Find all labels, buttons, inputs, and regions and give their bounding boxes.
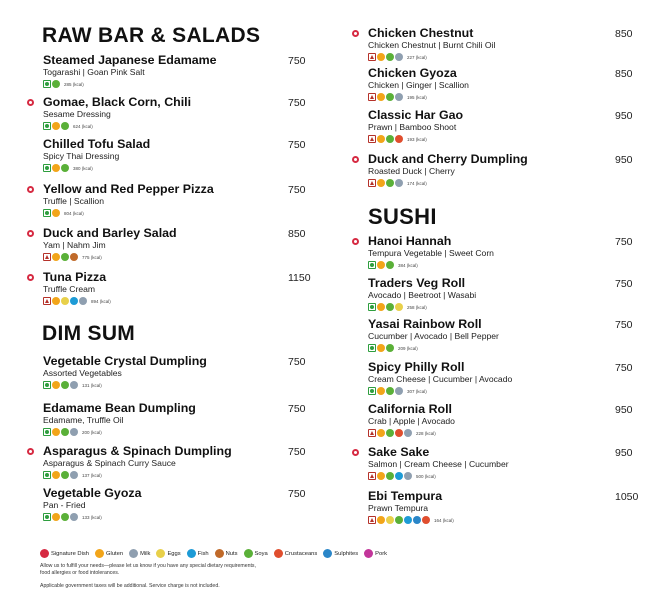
vegetarian-icon <box>368 303 376 311</box>
legend-item-sulph <box>323 549 358 558</box>
soya-icon <box>61 471 69 479</box>
calorie-count: 894 (kcal) <box>91 298 111 304</box>
soya-icon <box>61 253 69 261</box>
gluten-icon <box>52 513 60 521</box>
soya-icon <box>395 516 403 524</box>
vegetarian-icon <box>43 381 51 389</box>
gluten-icon <box>52 471 60 479</box>
calorie-count: 380 (kcal) <box>73 165 93 171</box>
item-price: 750 <box>288 403 306 415</box>
fish-icon <box>395 472 403 480</box>
soya-icon <box>386 387 394 395</box>
item-name: Duck and Barley Salad <box>43 226 177 240</box>
gluten-icon <box>377 303 385 311</box>
legend-label: Milk <box>140 550 151 557</box>
signature-dish-icon <box>27 448 34 455</box>
item-description: Yam | Nahm Jim <box>43 240 106 250</box>
eggs-icon <box>61 297 69 305</box>
item-name: Steamed Japanese Edamame <box>43 53 217 67</box>
non-vegetarian-icon <box>368 179 376 187</box>
legend-item-eggs <box>156 549 180 558</box>
item-description: Cream Cheese | Cucumber | Avocado <box>368 374 513 384</box>
signature-dish-icon <box>352 156 359 163</box>
calorie-count: 384 (kcal) <box>398 262 418 268</box>
vegetarian-icon <box>43 513 51 521</box>
dietary-icons <box>368 178 650 188</box>
gluten-icon <box>377 179 385 187</box>
calorie-count: 500 (kcal) <box>416 473 436 479</box>
item-price: 950 <box>615 404 633 416</box>
gluten-icon <box>52 297 60 305</box>
menu-item <box>43 182 328 218</box>
gluten-icon <box>377 472 385 480</box>
dietary-icons <box>43 296 328 306</box>
dietary-icons <box>43 427 328 437</box>
milk-icon <box>404 429 412 437</box>
section-title: DIM SUM <box>42 322 136 345</box>
gluten-icon <box>377 516 385 524</box>
signature-dish-icon <box>40 549 49 558</box>
calorie-count: 164 (kcal) <box>434 517 454 523</box>
menu-item <box>43 401 328 437</box>
dietary-icons <box>368 343 650 353</box>
item-price: 750 <box>615 319 633 331</box>
milk-icon <box>70 513 78 521</box>
item-name: California Roll <box>368 402 452 416</box>
non-vegetarian-icon <box>368 135 376 143</box>
item-description: Prawn Tempura <box>368 503 429 513</box>
gluten-icon <box>52 428 60 436</box>
vegetarian-icon <box>43 80 51 88</box>
item-description: Truffle | Scallion <box>43 196 104 206</box>
menu-item <box>368 108 650 144</box>
gluten-icon <box>377 261 385 269</box>
item-description: Avocado | Beetroot | Wasabi <box>368 290 477 300</box>
calorie-count: 133 (kcal) <box>82 514 102 520</box>
item-description: Assorted Vegetables <box>43 368 122 378</box>
non-vegetarian-icon <box>368 429 376 437</box>
item-price: 750 <box>615 236 633 248</box>
calorie-count: 137 (kcal) <box>82 472 102 478</box>
soya-icon <box>61 381 69 389</box>
tax-note: Applicable government taxes will be additional. Service charge is not included. <box>40 583 220 589</box>
allergen-legend <box>40 549 387 558</box>
crustaceans-icon <box>422 516 430 524</box>
item-name: Gomae, Black Corn, Chili <box>43 95 192 109</box>
soya-icon <box>386 472 394 480</box>
vegetarian-icon <box>368 344 376 352</box>
signature-dish-icon <box>27 274 34 281</box>
gluten-icon <box>377 344 385 352</box>
legend-item-pork <box>364 549 387 558</box>
dietary-icons <box>368 302 650 312</box>
vegetarian-icon <box>43 471 51 479</box>
dietary-icons <box>43 512 328 522</box>
milk-icon <box>395 53 403 61</box>
crustaceans-icon <box>274 549 283 558</box>
signature-dish-icon <box>27 186 34 193</box>
vegetarian-icon <box>43 122 51 130</box>
crustaceans-icon <box>395 135 403 143</box>
eggs-icon <box>395 303 403 311</box>
legend-label: Soya <box>254 550 268 557</box>
non-vegetarian-icon <box>43 297 51 305</box>
pork-icon <box>364 549 373 558</box>
item-name: Duck and Cherry Dumpling <box>368 152 528 166</box>
vegetarian-icon <box>43 209 51 217</box>
gluten-icon <box>377 135 385 143</box>
soya-icon <box>386 135 394 143</box>
menu-item <box>43 270 328 306</box>
item-description: Asparagus & Spinach Curry Sauce <box>43 458 176 468</box>
soya-icon <box>386 53 394 61</box>
item-name: Sake Sake <box>368 445 430 459</box>
item-description: Salmon | Cream Cheese | Cucumber <box>368 459 509 469</box>
soya-icon <box>386 179 394 187</box>
item-description: Chicken | Ginger | Scallion <box>368 80 469 90</box>
item-price: 850 <box>615 28 633 40</box>
item-description: Sesame Dressing <box>43 109 111 119</box>
gluten-icon <box>52 164 60 172</box>
item-name: Asparagus & Spinach Dumpling <box>43 444 232 458</box>
menu-item <box>43 226 328 262</box>
item-name: Traders Veg Roll <box>368 276 466 290</box>
dietary-icons <box>368 515 650 525</box>
soya-icon <box>386 429 394 437</box>
item-price: 750 <box>615 362 633 374</box>
menu-item <box>368 152 650 188</box>
item-name: Chilled Tofu Salad <box>43 137 151 151</box>
calorie-count: 307 (kcal) <box>407 388 427 394</box>
legend-item-gluten <box>95 549 123 558</box>
calorie-count: 200 (kcal) <box>82 429 102 435</box>
milk-icon <box>70 471 78 479</box>
item-price: 850 <box>288 228 306 240</box>
item-price: 750 <box>288 139 306 151</box>
dietary-icons <box>43 208 328 218</box>
item-description: Tempura Vegetable | Sweet Corn <box>368 248 494 258</box>
item-name: Vegetable Crystal Dumpling <box>43 354 207 368</box>
non-vegetarian-icon <box>368 472 376 480</box>
item-price: 1150 <box>288 272 311 284</box>
menu-item <box>43 95 328 131</box>
dietary-note <box>40 563 256 576</box>
soya-icon <box>386 93 394 101</box>
item-description: Cucumber | Avocado | Bell Pepper <box>368 331 499 341</box>
item-price: 750 <box>288 184 306 196</box>
dietary-icons <box>368 471 650 481</box>
menu-item <box>368 402 650 438</box>
legend-label: Pork <box>375 550 388 557</box>
dietary-icons <box>43 380 328 390</box>
vegetarian-icon <box>43 428 51 436</box>
gluten-icon <box>52 122 60 130</box>
calorie-count: 258 (kcal) <box>407 304 427 310</box>
non-vegetarian-icon <box>368 516 376 524</box>
calorie-count: 804 (kcal) <box>64 210 84 216</box>
dietary-icons <box>43 470 328 480</box>
legend-label: Fish <box>197 550 209 557</box>
soya-icon <box>61 513 69 521</box>
menu-item <box>43 53 328 89</box>
non-vegetarian-icon <box>43 253 51 261</box>
sulphites-icon <box>413 516 421 524</box>
item-description: Edamame, Truffle Oil <box>43 415 124 425</box>
item-name: Tuna Pizza <box>43 270 107 284</box>
menu-item <box>43 354 328 390</box>
eggs-icon <box>386 516 394 524</box>
item-name: Spicy Philly Roll <box>368 360 465 374</box>
vegetarian-icon <box>43 164 51 172</box>
item-price: 950 <box>615 154 633 166</box>
dietary-icons <box>43 163 328 173</box>
soya-icon <box>61 428 69 436</box>
item-name: Ebi Tempura <box>368 489 443 503</box>
dietary-note-line-1: Allow us to fulfill your needs—please let us know if you have any special dietary requirements, <box>40 563 256 569</box>
dietary-icons <box>368 260 650 270</box>
item-price: 950 <box>615 447 633 459</box>
menu-item <box>368 445 650 481</box>
section-title: RAW BAR & SALADS <box>42 24 261 47</box>
non-vegetarian-icon <box>368 53 376 61</box>
menu-item <box>43 486 328 522</box>
calorie-count: 195 (kcal) <box>407 94 427 100</box>
dietary-icons <box>43 121 328 131</box>
gluten-icon <box>52 253 60 261</box>
item-name: Edamame Bean Dumpling <box>43 401 196 415</box>
gluten-icon <box>377 429 385 437</box>
item-description: Prawn | Bamboo Shoot <box>368 122 457 132</box>
gluten-icon <box>377 53 385 61</box>
menu-item <box>368 66 650 102</box>
soya-icon <box>52 80 60 88</box>
menu-item <box>368 276 650 312</box>
item-price: 750 <box>288 55 306 67</box>
item-description: Roasted Duck | Cherry <box>368 166 455 176</box>
menu-item <box>43 137 328 173</box>
gluten-icon <box>52 381 60 389</box>
menu-item <box>368 489 650 525</box>
menu-item <box>368 360 650 396</box>
gluten-icon <box>377 387 385 395</box>
soya-icon <box>61 164 69 172</box>
sulphites-icon <box>323 549 332 558</box>
item-name: Yellow and Red Pepper Pizza <box>43 182 214 196</box>
signature-dish-icon <box>352 449 359 456</box>
legend-item-fish <box>187 549 209 558</box>
dietary-icons <box>43 252 328 262</box>
calorie-count: 193 (kcal) <box>407 136 427 142</box>
milk-icon <box>395 387 403 395</box>
menu-item <box>368 26 650 62</box>
legend-label: Sulphites <box>334 550 359 557</box>
item-price: 750 <box>288 356 306 368</box>
milk-icon <box>79 297 87 305</box>
calorie-count: 174 (kcal) <box>407 180 427 186</box>
menu-item <box>43 444 328 480</box>
legend-item-soya <box>244 549 268 558</box>
vegetarian-icon <box>368 261 376 269</box>
item-name: Vegetable Gyoza <box>43 486 142 500</box>
signature-dish-icon <box>352 30 359 37</box>
gluten-icon <box>52 209 60 217</box>
calorie-count: 775 (kcal) <box>82 254 102 260</box>
item-price: 750 <box>288 97 306 109</box>
item-price: 750 <box>288 488 306 500</box>
soya-icon <box>244 549 253 558</box>
non-vegetarian-icon <box>368 93 376 101</box>
item-name: Hanoi Hannah <box>368 234 452 248</box>
gluten-icon <box>377 93 385 101</box>
fish-icon <box>187 549 196 558</box>
calorie-count: 285 (kcal) <box>64 81 84 87</box>
item-price: 750 <box>615 278 633 290</box>
vegetarian-icon <box>368 387 376 395</box>
fish-icon <box>70 297 78 305</box>
calorie-count: 227 (kcal) <box>407 54 427 60</box>
item-description: Pan - Fried <box>43 500 86 510</box>
soya-icon <box>386 344 394 352</box>
legend-item-milk <box>129 549 150 558</box>
legend-label: Crustaceans <box>284 550 318 557</box>
legend-label: Eggs <box>167 550 181 557</box>
signature-dish-icon <box>27 230 34 237</box>
soya-icon <box>61 122 69 130</box>
milk-icon <box>129 549 138 558</box>
item-description: Truffle Cream <box>43 284 96 294</box>
menu-item <box>368 234 650 270</box>
item-price: 750 <box>288 446 306 458</box>
dietary-icons <box>368 52 650 62</box>
calorie-count: 209 (kcal) <box>398 345 418 351</box>
soya-icon <box>386 303 394 311</box>
signature-dish-icon <box>352 238 359 245</box>
item-description: Crab | Apple | Avocado <box>368 416 455 426</box>
legend-label: Signature Dish <box>51 550 90 557</box>
legend-item-nuts <box>215 549 238 558</box>
section-title: SUSHI <box>368 204 437 229</box>
milk-icon <box>70 381 78 389</box>
fish-icon <box>404 516 412 524</box>
legend-item-crus <box>274 549 318 558</box>
milk-icon <box>70 428 78 436</box>
crustaceans-icon <box>395 429 403 437</box>
dietary-icons <box>368 134 650 144</box>
item-price: 950 <box>615 110 633 122</box>
dietary-note-line-2: food allergies or food intolerances. <box>40 569 120 576</box>
nuts-icon <box>215 549 224 558</box>
item-price: 1050 <box>615 491 639 503</box>
milk-icon <box>404 472 412 480</box>
item-name: Yasai Rainbow Roll <box>368 317 482 331</box>
item-name: Chicken Chestnut <box>368 26 474 40</box>
gluten-icon <box>95 549 104 558</box>
legend-label: Gluten <box>106 550 124 557</box>
dietary-icons <box>368 386 650 396</box>
signature-dish-icon <box>27 99 34 106</box>
menu-item <box>368 317 650 353</box>
item-name: Chicken Gyoza <box>368 66 457 80</box>
milk-icon <box>395 93 403 101</box>
legend-label: Nuts <box>225 550 238 557</box>
dietary-icons <box>368 428 650 438</box>
soya-icon <box>386 261 394 269</box>
nuts-icon <box>70 253 78 261</box>
item-description: Chicken Chestnut | Burnt Chili Oil <box>368 40 496 50</box>
item-price: 850 <box>615 68 633 80</box>
item-description: Togarashi | Goan Pink Salt <box>43 67 145 77</box>
item-description: Spicy Thai Dressing <box>43 151 120 161</box>
dietary-icons <box>368 92 650 102</box>
calorie-count: 131 (kcal) <box>82 382 102 388</box>
item-name: Classic Har Gao <box>368 108 464 122</box>
eggs-icon <box>156 549 165 558</box>
calorie-count: 624 (kcal) <box>73 123 93 129</box>
calorie-count: 228 (kcal) <box>416 430 436 436</box>
dietary-icons <box>43 79 328 89</box>
legend-item-signature <box>40 549 89 558</box>
milk-icon <box>395 179 403 187</box>
